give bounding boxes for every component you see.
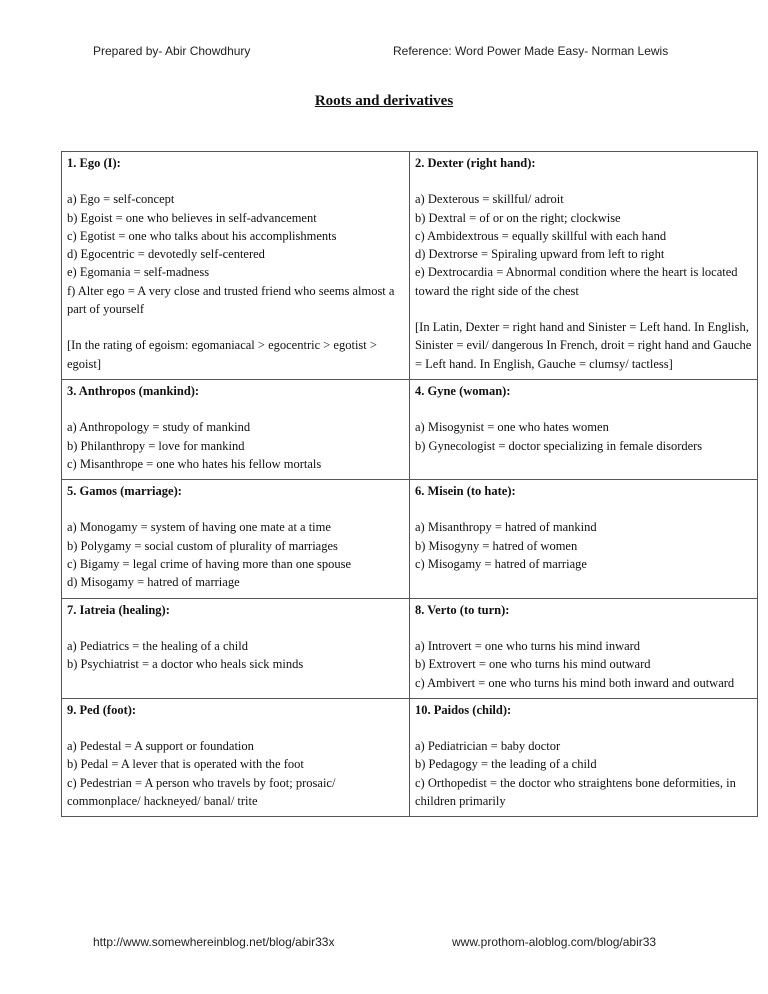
derivative-line: d) Misogamy = hatred of marriage [67, 575, 240, 590]
derivative-line: b) Pedagogy = the leading of a child [415, 757, 597, 772]
derivative-line: e) Dextrocardia = Abnormal condition where the heart is located toward the right side of the chest [415, 265, 738, 298]
derivative-line: c) Ambidextrous = equally skillful with each hand [415, 228, 667, 243]
derivative-line: a) Misanthropy = hatred of mankind [415, 520, 597, 535]
root-note: [In the rating of egoism: egomaniacal > egocentric > egotist > egoist] [67, 338, 377, 371]
roots-table [61, 151, 758, 817]
root-title: 4. Gyne (woman): [415, 383, 511, 398]
derivative-line: a) Pediatrician = baby doctor [415, 739, 561, 754]
derivative-line: f) Alter ego = A very close and trusted friend who seems almost a part of yourself [67, 283, 395, 317]
derivative-line: c) Pedestrian = A person who travels by foot; prosaic/ commonplace/ hackneyed/ banal/ trite [67, 775, 336, 809]
table-row [62, 152, 758, 380]
footer-link-left[interactable]: http://www.somewhereinblog.net/blog/abir33x [93, 935, 335, 949]
derivative-line: a) Anthropology = study of mankind [67, 420, 251, 435]
root-cell [410, 598, 758, 698]
page-title: Roots and derivatives [314, 93, 454, 109]
root-title: 7. Iatreia (healing): [67, 602, 170, 617]
footer-link-right[interactable]: www.prothom-aloblog.com/blog/abir33 [452, 935, 657, 949]
table-row [62, 480, 758, 598]
root-cell [410, 698, 758, 816]
root-cell [62, 379, 410, 479]
root-cell [62, 480, 410, 598]
derivative-line: c) Ambivert = one who turns his mind both inward and outward [415, 675, 735, 690]
derivative-line: d) Dextrorse = Spiraling upward from left to right [415, 247, 665, 262]
table-row [62, 698, 758, 816]
derivative-line: a) Monogamy = system of having one mate at a time [67, 520, 331, 535]
root-cell [410, 480, 758, 598]
root-cell [62, 152, 410, 380]
root-title: 2. Dexter (right hand): [415, 156, 536, 170]
derivative-line: b) Philanthropy = love for mankind [67, 438, 245, 453]
root-cell [62, 598, 410, 698]
root-title: 1. Ego (I): [67, 156, 121, 170]
derivative-line: c) Bigamy = legal crime of having more than one spouse [67, 557, 352, 572]
derivative-line: a) Ego = self-concept [67, 192, 175, 207]
root-cell [410, 379, 758, 479]
derivative-line: b) Dextral = of or on the right; clockwise [415, 210, 621, 225]
root-title: 9. Ped (foot): [67, 702, 137, 717]
derivative-line: c) Misogamy = hatred of marriage [415, 557, 587, 572]
root-cell [410, 152, 758, 380]
derivative-line: b) Psychiatrist = a doctor who heals sick minds [67, 657, 304, 672]
root-title: 8. Verto (to turn): [415, 602, 510, 617]
root-note: [In Latin, Dexter = right hand and Sinister = Left hand. In English, Sinister = evil/ dangerous In French, droit = right hand and Gauche = Left hand. In English, Gauche = clumsy/ tactless] [415, 320, 752, 371]
derivative-line: c) Misanthrope = one who hates his fellow mortals [67, 456, 322, 471]
derivative-line: b) Egoist = one who believes in self-advancement [67, 210, 317, 225]
root-title: 3. Anthropos (mankind): [67, 383, 200, 398]
derivative-line: a) Dexterous = skillful/ adroit [415, 192, 564, 207]
derivative-line: b) Gynecologist = doctor specializing in female disorders [415, 438, 703, 453]
table-row [62, 379, 758, 479]
derivative-line: c) Orthopedist = the doctor who straightens bone deformities, in children primarily [415, 775, 736, 809]
root-title: 6. Misein (to hate): [415, 484, 516, 499]
derivative-line: b) Extrovert = one who turns his mind outward [415, 657, 651, 672]
root-title: 10. Paidos (child): [415, 702, 512, 717]
derivative-line: a) Pediatrics = the healing of a child [67, 638, 248, 653]
derivative-line: a) Pedestal = A support or foundation [67, 739, 254, 754]
derivative-line: c) Egotist = one who talks about his accomplishments [67, 228, 337, 243]
root-title: 5. Gamos (marriage): [67, 484, 182, 499]
derivative-line: b) Pedal = A lever that is operated with the foot [67, 757, 304, 772]
derivative-line: b) Polygamy = social custom of plurality of marriages [67, 538, 338, 553]
derivative-line: a) Introvert = one who turns his mind inward [415, 638, 641, 653]
derivative-line: b) Misogyny = hatred of women [415, 538, 578, 553]
derivative-line: e) Egomania = self-madness [67, 265, 210, 280]
root-cell [62, 698, 410, 816]
table-row [62, 598, 758, 698]
derivative-line: d) Egocentric = devotedly self-centered [67, 247, 265, 262]
header-author: Prepared by- Abir Chowdhury [93, 44, 251, 58]
derivative-line: a) Misogynist = one who hates women [415, 420, 609, 435]
header-reference: Reference: Word Power Made Easy- Norman Lewis [393, 44, 669, 58]
